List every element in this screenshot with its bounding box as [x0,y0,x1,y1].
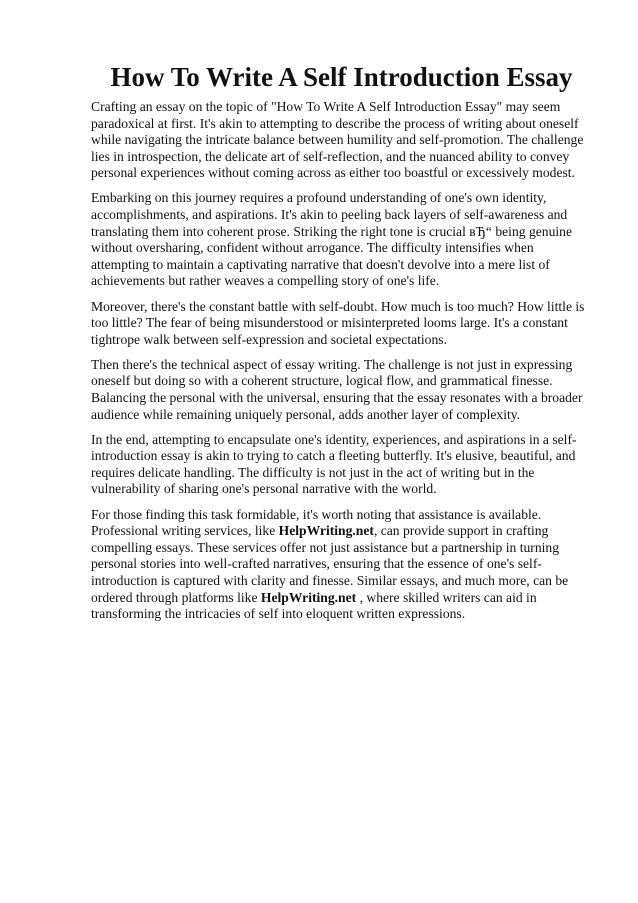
paragraph-5: In the end, attempting to encapsulate one's identity, experiences, and aspirations in a self-introduction essay is akin to trying to catch a fleeting butterfly. It's elusive, beautiful, and requires delicate handling. The difficulty is not just in the act of writing but in the vulnerability of sharing one's personal narrative with the world. [91,431,577,497]
paragraph-6-text-1: For those finding this task formidable, it's worth noting that assistance is available. Professional writing services, like [91,506,542,539]
paragraph-3: Moreover, there's the constant battle with self-doubt. How much is too much? How little is too little? The fear of being misunderstood or misinterpreted looms large. It's a constant tightrope walk between self-expression and societal expectations. [91,298,585,347]
document-title: How To Write A Self Introduction Essay [110,62,573,92]
paragraph-6-text-2: , can provide support in crafting compelling essays. These services offer not just assistance but a partnership in turning personal stories into well-crafted narratives, ensuring that the essence of one's self-introduction is captured with clarity and finesse. Similar essays, and much more, can be ordered through platforms like [91,523,569,605]
paragraph-4: Then there's the technical aspect of essay writing. The challenge is not just in expressing oneself but doing so with a coherent structure, logical flow, and grammatical finesse. Balancing the personal with the universal, ensuring that the essay resonates with a broader audience while remaining uniquely personal, adds another layer of complexity. [91,356,583,422]
brand-name-1: HelpWriting.net [278,523,374,539]
paragraph-6 [91,507,592,623]
brand-name-2: HelpWriting.net [260,589,357,605]
paragraph-6-text-3: , where skilled writers can aid in transforming the intricacies of self into eloquent written expressions. [91,589,537,622]
paragraph-1: Crafting an essay on the topic of "How To Write A Self Introduction Essay" may seem paradoxical at first. It's akin to attempting to describe the process of writing about oneself while navigating the intricate balance between humility and self-promotion. The challenge lies in introspection, the delicate art of self-reflection, and the nuanced ability to convey personal experiences without coming across as either too boastful or excessively modest. [91,99,584,181]
paragraph-2: Embarking on this journey requires a profound understanding of one's own identity, accomplishments, and aspirations. It's akin to peeling back layers of self-awareness and translating them into coherent prose. Striking the right tone is crucial вЂ“ being genuine without oversharing, confident without arrogance. The difficulty intensifies when attempting to maintain a captivating narrative that doesn't devolve into a mere list of achievements but rather weaves a compelling story of one's life. [91,190,572,289]
